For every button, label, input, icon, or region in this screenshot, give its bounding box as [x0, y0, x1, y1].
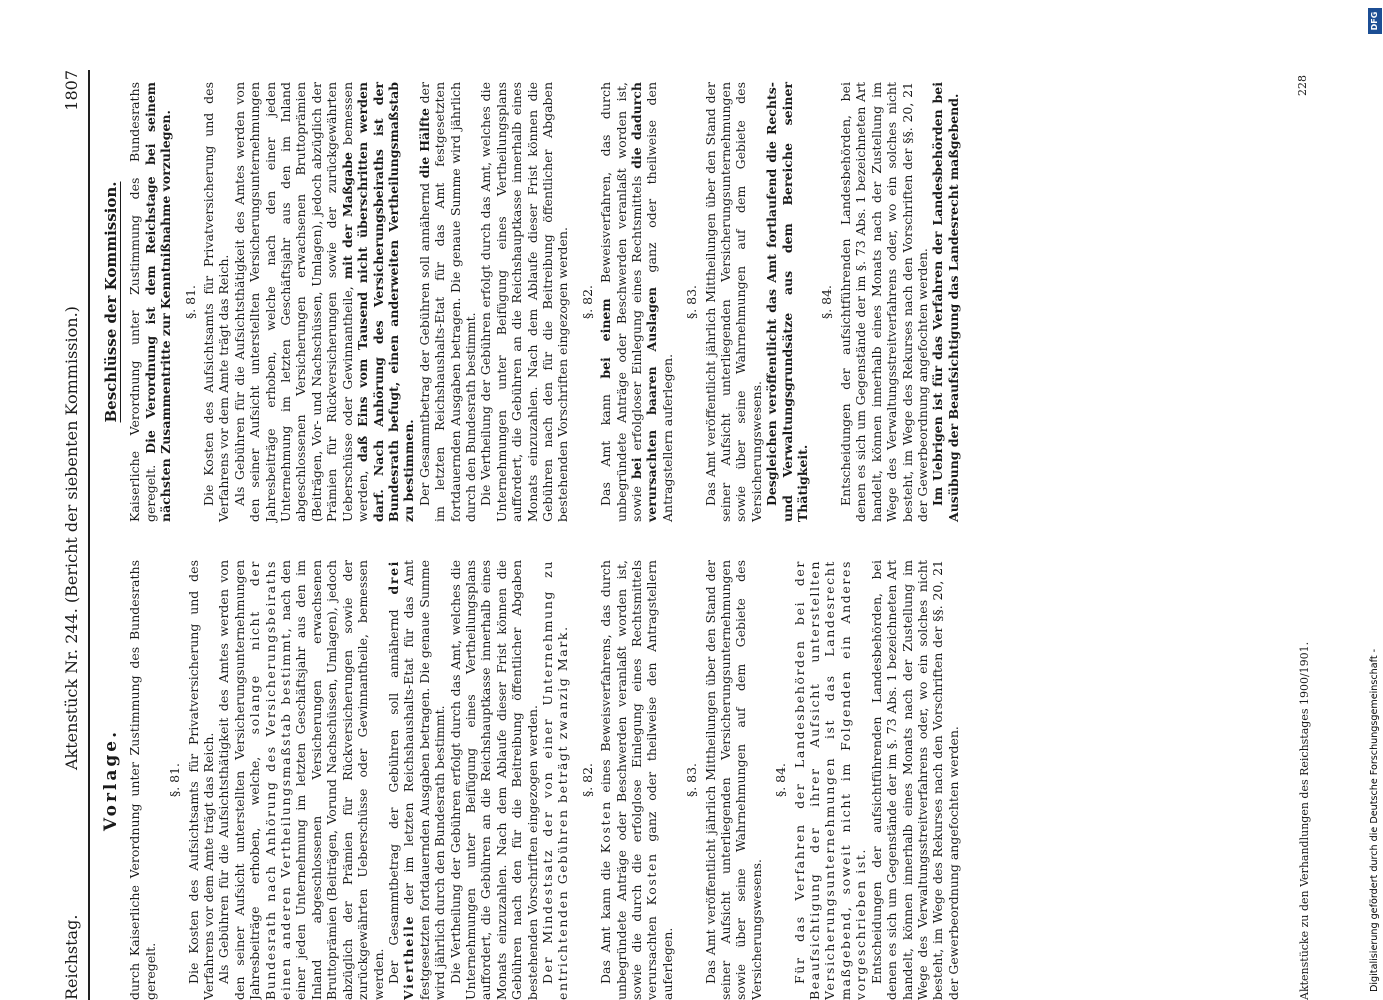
vorlage-section-84-heading: §. 84.: [773, 762, 789, 798]
header-page-number: 1807: [62, 70, 81, 111]
vorlage-s84-paragraph-1: Für das Verfahren der Landesbehörden bei der Beaufsichtigung der ihrer Aufsicht unterstellten Versicherungsunternehmungen ist das Landesrecht maßgebend, soweit nicht im Folgenden ein Anderes vorgeschrieben ist.: [791, 560, 869, 1000]
beschluesse-s82-text-g: ganz oder theilweise den Antragstellern auferlegen.: [644, 82, 675, 522]
vorlage-section-81-heading: §. 81.: [167, 762, 183, 798]
vorlage-intro: durch Kaiserliche Verordnung unter Zustimmung des Bundesraths geregelt.: [127, 560, 158, 1000]
beschluesse-s81-p2-bold-1: mit der Maßgabe: [339, 152, 355, 280]
beschluesse-s82-bold-3: die dadurch verursachten baaren Auslagen: [629, 82, 660, 522]
vorlage-s81-p3-text-c: der im letzten Reichshaushalts-Etat für das Amt festgesetzten fortdauernden Ausgaben betragen. Die genaue Summe wird jährlich durch den Bundesrath bestimmt.: [401, 560, 448, 1000]
beschluesse-section-82-heading: §. 82.: [579, 284, 595, 320]
vorlage-s81-paragraph-4: Die Vertheilung der Gebühren erfolgt durch das Amt, welches die Unternehmungen unter Beifügung eines Vertheilungsplans auffordert, die Gebühren an die Reichshauptkasse innerhalb eines Monats einzuzahlen. Nach dem Ablaufe dieser Frist können die Gebühren nach den für die Beitreibung öffentlicher Abgaben bestehenden Vorschriften eingezogen werden.: [447, 560, 540, 1000]
beschluesse-s81-p2-bold-2: daß Eins vom Tausend nicht überschritten werden darf. Nach Anhörung des Versicherungsbeiraths ist der Bundesrath befugt, einen anderweiten Vertheilungsmaßstab zu bestimmen.: [355, 82, 417, 522]
beschluesse-s81-paragraph-3: [417, 82, 479, 522]
vorlage-s82-text-c: eines Beweisverfahrens, das durch unbegründete Anträge oder Beschwerden veranlaßt worden ist, sowie die durch die erfolglose Einlegung eines Rechtsmittels verursachten: [598, 560, 660, 1000]
beschluesse-s81-p2-text-a: Als Gebühren für die Aufsichtsthätigkeit des Amtes werden von den seiner Aufsicht unterstellten Versicherungsunternehmungen Jahresbeiträge erhoben, welche nach den einer jeden Unternehmung im letzten Geschäftsjahr aus den im Inland abgeschlossenen Versicherungen erwachsenen Bruttoprämien (Beiträgen, Vor- und Nachschüssen, Umlagen), jedoch abzüglich der Prämien für Rückversicherungen sowie der zurückgewährten Ueberschüsse oder Gewinnantheile,: [231, 82, 355, 522]
beschluesse-s82-text-e: erfolgloser Einlegung eines Rechtsmittels: [629, 175, 644, 451]
beschluesse-section-84-heading: §. 84.: [819, 284, 835, 320]
digitization-note: Digitalisierung gefördert durch die Deutsche Forschungsgemeinschaft -: [1369, 648, 1380, 992]
vorlage-s82-paragraph-1: [598, 560, 675, 1000]
beschluesse-s82-bold-2: bei: [629, 457, 644, 479]
vorlage-s81-paragraph-5: Der Mindestsatz der von einer Unternehmung zu entrichtenden Gebühren beträgt zwanzig Mark.: [539, 560, 571, 1000]
vorlage-section-82-heading: §. 82.: [579, 762, 595, 798]
vorlage-s84-paragraph-2: Entscheidungen der aufsichtführenden Landesbehörden, bei denen es sich um Gegenstände der im §. 73 Abs. 1 bezeichneten Art handelt, können innerhalb eines Monats nach der Zustellung im Wege des Verwaltungsstreitverfahrens oder, wo ein solches nicht besteht, im Wege des Rekurses nach den Vorschriften der §§. 20, 21 der Gewerbeordnung angefochten werden.: [868, 560, 961, 1000]
document-page: [60, 70, 1320, 1000]
beschluesse-intro-text: Kaiserliche Verordnung unter Zustimmung des Bundesraths geregelt.: [127, 82, 158, 522]
beschluesse-section-83-heading: §. 83.: [684, 284, 700, 320]
beschluesse-s81-p3-text-c: der im letzten Reichshaushalts-Etat für das Amt festgesetzten fortdauernden Ausgaben betragen. Die genaue Summe wird jährlich durch den Bundesrath bestimmt.: [416, 82, 478, 522]
vorlage-section-83-heading: §. 83.: [684, 762, 700, 798]
vorlage-s81-paragraph-1: Die Kosten des Aufsichtsamts für Privatversicherung und des Verfahrens vor dem Amte trägt das Reich.: [185, 560, 217, 1000]
beschluesse-s82-text-c: Beweisverfahren, das durch unbegründete Anträge oder Beschwerden veranlaßt worden ist, sowie: [598, 82, 644, 522]
beschluesse-s81-paragraph-1: Die Kosten des Aufsichtsamts für Privatversicherung und des Verfahrens vor dem Amte trägt das Reich.: [201, 82, 232, 522]
vorlage-s83-paragraph-1: Das Amt veröffentlicht jährlich Mittheilungen über den Stand der seiner Aufsicht unterliegenden Versicherungsunternehmungen sowie über seine Wahrnehmungen auf dem Gebiete des Versicherungswesens.: [702, 560, 764, 1000]
beschluesse-s83-paragraph-1: Das Amt veröffentlicht jährlich Mittheilungen über den Stand der seiner Aufsicht unterliegenden Versicherungsunternehmungen sowie über seine Wahrnehmungen auf dem Gebiete des Versicherungswesens.: [702, 82, 764, 522]
beschluesse-section-81-heading: §. 81.: [182, 284, 198, 320]
beschluesse-s82-bold-1: bei einem: [598, 298, 614, 379]
header-left: Reichstag.: [62, 914, 81, 1000]
column-vorlage: [101, 560, 961, 1000]
vorlage-s82-spaced-1: Kosten: [598, 800, 614, 854]
beschluesse-s81-p2-text-c: bemessen werden,: [339, 82, 371, 522]
beschluesse-s84-paragraph-2: Im Uebrigen ist für das Verfahren der Landesbehörden bei Ausübung der Beaufsichtigung das Landesrecht maßgebend.: [930, 82, 961, 522]
beschluesse-s81-paragraph-2: [232, 82, 417, 522]
beschluesse-s82-text-a: Das Amt kann: [598, 394, 614, 506]
vorlage-s81-paragraph-3: [386, 560, 448, 1000]
beschluesse-s81-p3-text-a: Der Gesammtbetrag der Gebühren soll annähernd: [416, 182, 432, 506]
column-beschluesse: [104, 82, 961, 522]
vorlage-s81-paragraph-2: [216, 560, 385, 1000]
beschluesse-s81-paragraph-4: Die Vertheilung der Gebühren erfolgt durch das Amt, welches die Unternehmungen unter Beifügung eines Vertheilungsplans auffordert, die Gebühren an die Reichshauptkasse innerhalb eines Monats einzuzahlen. Nach dem Ablaufe dieser Frist können die Gebühren nach den für die Beitreibung öffentlicher Abgaben bestehenden Vorschriften eingezogen werden.: [478, 82, 571, 522]
vorlage-s82-spaced-2: Kosten: [644, 852, 660, 906]
vorlage-s81-p2-text-a: Als Gebühren für die Aufsichtsthätigkeit des Amtes werden von den seiner Aufsicht unterstellten Versicherungsunternehmungen Jahresbeiträge erhoben, welche,: [216, 560, 263, 1000]
beschluesse-intro: [127, 82, 173, 522]
header-rule: [88, 70, 90, 1000]
footer-page-number: 228: [1296, 75, 1309, 96]
vorlage-s82-text-a: Das Amt kann die: [598, 860, 614, 984]
beschluesse-s83-paragraph-2: Desgleichen veröffentlicht das Amt fortlaufend die Rechts- und Verwaltungsgrundsätze aus dem Bereiche seiner Thätigkeit.: [764, 82, 811, 522]
dfg-logo-icon: [1368, 8, 1382, 34]
page-footer: Aktenstücke zu den Verhandlungen des Reichstages 1900/1901.: [1298, 641, 1311, 1000]
column-title-beschluesse: Beschlüsse der Kommission.: [102, 181, 120, 423]
page-header: [60, 70, 84, 1000]
vorlage-s81-p3-text-a: Der Gesammtbetrag der Gebühren soll annähernd: [385, 609, 401, 984]
column-title-vorlage: Vorlage.: [101, 728, 121, 832]
vorlage-s81-p3-emph: drei Viertheile: [385, 560, 417, 1000]
beschluesse-intro-bold: Die Verordnung ist dem Reichstage bei seinem nächsten Zusammentritte zur Kenntnißnahme vorzulegen.: [142, 82, 174, 522]
dfg-logo-text: DFG: [1370, 11, 1379, 31]
beschluesse-s81-p3-bold: die Hälfte: [416, 108, 432, 179]
vorlage-s82-text-e: ganz oder theilweise den Antragstellern auferlegen.: [644, 560, 675, 1000]
header-title: Aktenstück Nr. 244. (Bericht der siebenten Kommission.): [62, 306, 81, 770]
beschluesse-s82-paragraph-1: [598, 82, 675, 522]
vorlage-s81-p2-text-c: nach den einer jeden Unternehmung im letzten Geschäftsjahr aus den im Inland abgeschlossenen Versicherungen erwachsenen Bruttoprämien (Beiträgen, Vorund Nachschüssen, Umlagen), jedoch abzüglich der Prämien für Rückversicherungen sowie der zurückgewährten Ueberschüsse oder Gewinnantheile, bemessen werden.: [278, 560, 386, 1000]
beschluesse-s84-paragraph-1: Entscheidungen der aufsichtführenden Landesbehörden, bei denen es sich um Gegenstände der im §. 73 Abs. 1 bezeichneten Art handelt, können innerhalb eines Monats nach der Zustellung im Wege des Verwaltungsstreitverfahrens oder, wo ein solches nicht besteht, im Wege des Rekurses nach den Vorschriften der §§. 20, 21 der Gewerbeordnung angefochten werden.: [837, 82, 930, 522]
vorlage-s81-p2-spaced: solange nicht der Bundesrath nach Anhörung des Versicherungsbeiraths einen anderen Vertheilungsmaßstab bestimmt,: [247, 560, 294, 1000]
